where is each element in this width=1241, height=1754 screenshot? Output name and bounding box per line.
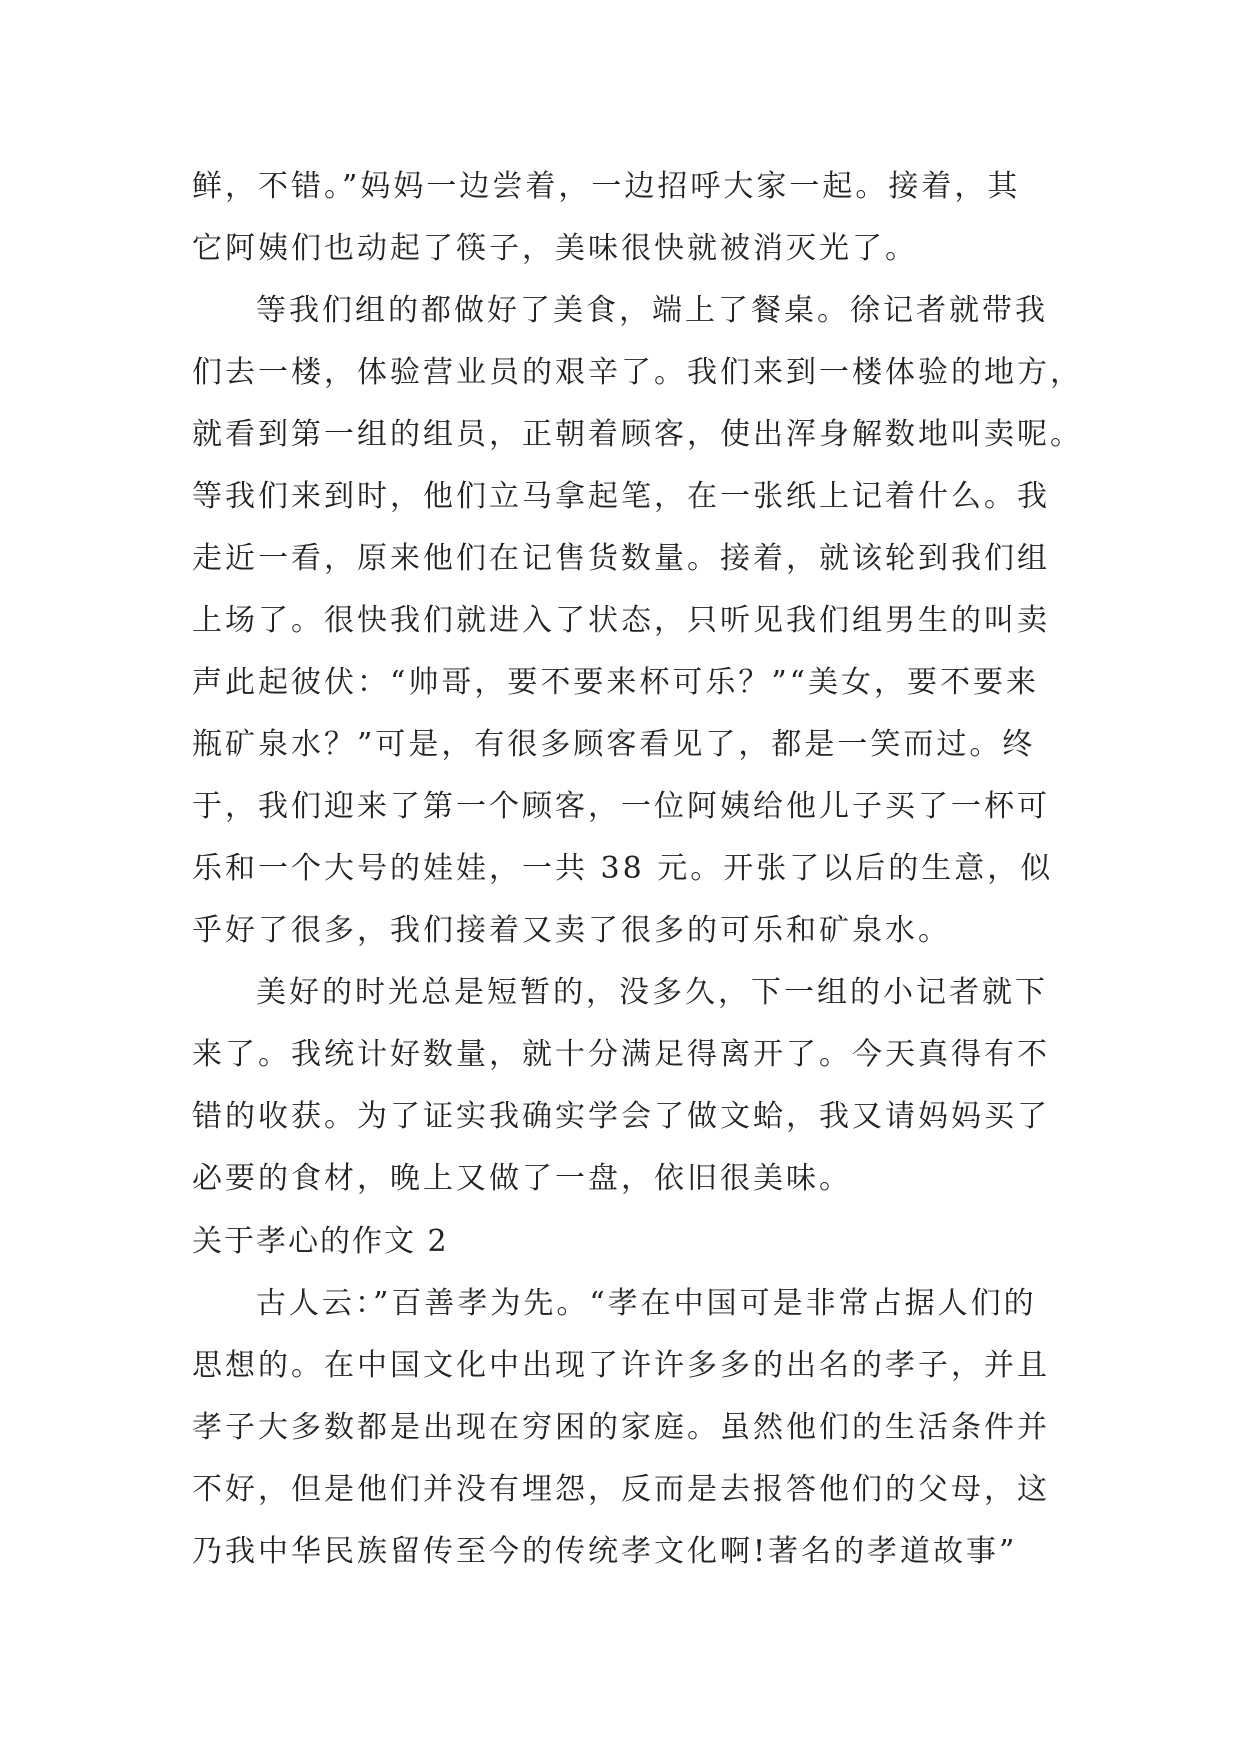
text-line: 乎好了很多，我们接着又卖了很多的可乐和矿泉水。 — [192, 913, 951, 948]
paragraph-4 — [192, 1273, 1058, 1583]
text-line: 乐和一个大号的娃娃，一共 38 元。开张了以后的生意，似 — [192, 851, 1054, 886]
text-line: 它阿姨们也动起了筷子，美味很快就被消灭光了。 — [192, 231, 918, 266]
text-line: 孝子大多数都是出现在穷困的家庭。虽然他们的生活条件并 — [192, 1410, 1050, 1445]
text-line: 走近一看，原来他们在记售货数量。接着，就该轮到我们组 — [192, 541, 1050, 576]
text-line: 声此起彼伏：“帅哥，要不要来杯可乐？”“美女，要不要来 — [192, 665, 1040, 700]
paragraph-1 — [192, 156, 1058, 280]
text-line: 就看到第一组的组员，正朝着顾客，使出浑身解数地叫卖呢。 — [192, 417, 1083, 452]
essay-body-part-2 — [192, 1273, 1058, 1583]
text-line: 们去一楼，体验营业员的艰辛了。我们来到一楼体验的地方， — [192, 355, 1083, 390]
text-line: 鲜，不错。”妈妈一边尝着，一边招呼大家一起。接着，其 — [192, 169, 1021, 204]
text-line: 思想的。在中国文化中出现了许许多多的出名的孝子，并且 — [192, 1348, 1050, 1383]
text-line: 不好，但是他们并没有埋怨，反而是去报答他们的父母，这 — [192, 1472, 1050, 1507]
paragraph-2 — [192, 280, 1083, 962]
text-line: 于，我们迎来了第一个顾客，一位阿姨给他儿子买了一杯可 — [192, 789, 1050, 824]
text-line: 等我们来到时，他们立马拿起笔，在一张纸上记着什么。我 — [192, 479, 1050, 514]
text-line: 必要的食材，晚上又做了一盘，依旧很美味。 — [192, 1161, 852, 1196]
text-line: 乃我中华民族留传至今的传统孝文化啊!著名的孝道故事” — [192, 1534, 1018, 1569]
text-line: 瓶矿泉水？”可是，有很多顾客看见了，都是一笑而过。终 — [192, 727, 1036, 762]
text-line: 古人云：”百善孝为先。“孝在中国可是非常占据人们的 — [256, 1286, 1037, 1321]
text-line: 来了。我统计好数量，就十分满足得离开了。今天真得有不 — [192, 1037, 1050, 1072]
text-line: 上场了。很快我们就进入了状态，只听见我们组男生的叫卖 — [192, 603, 1050, 638]
text-line: 错的收获。为了证实我确实学会了做文蛤，我又请妈妈买了 — [192, 1099, 1050, 1134]
text-line: 等我们组的都做好了美食，端上了餐桌。徐记者就带我 — [256, 293, 1048, 328]
paragraph-3 — [192, 962, 1058, 1210]
essay-body-part-1 — [192, 156, 1083, 1210]
section-heading: 关于孝心的作文 2 — [192, 1224, 449, 1259]
text-line: 美好的时光总是短暂的，没多久，下一组的小记者就下 — [256, 975, 1048, 1010]
